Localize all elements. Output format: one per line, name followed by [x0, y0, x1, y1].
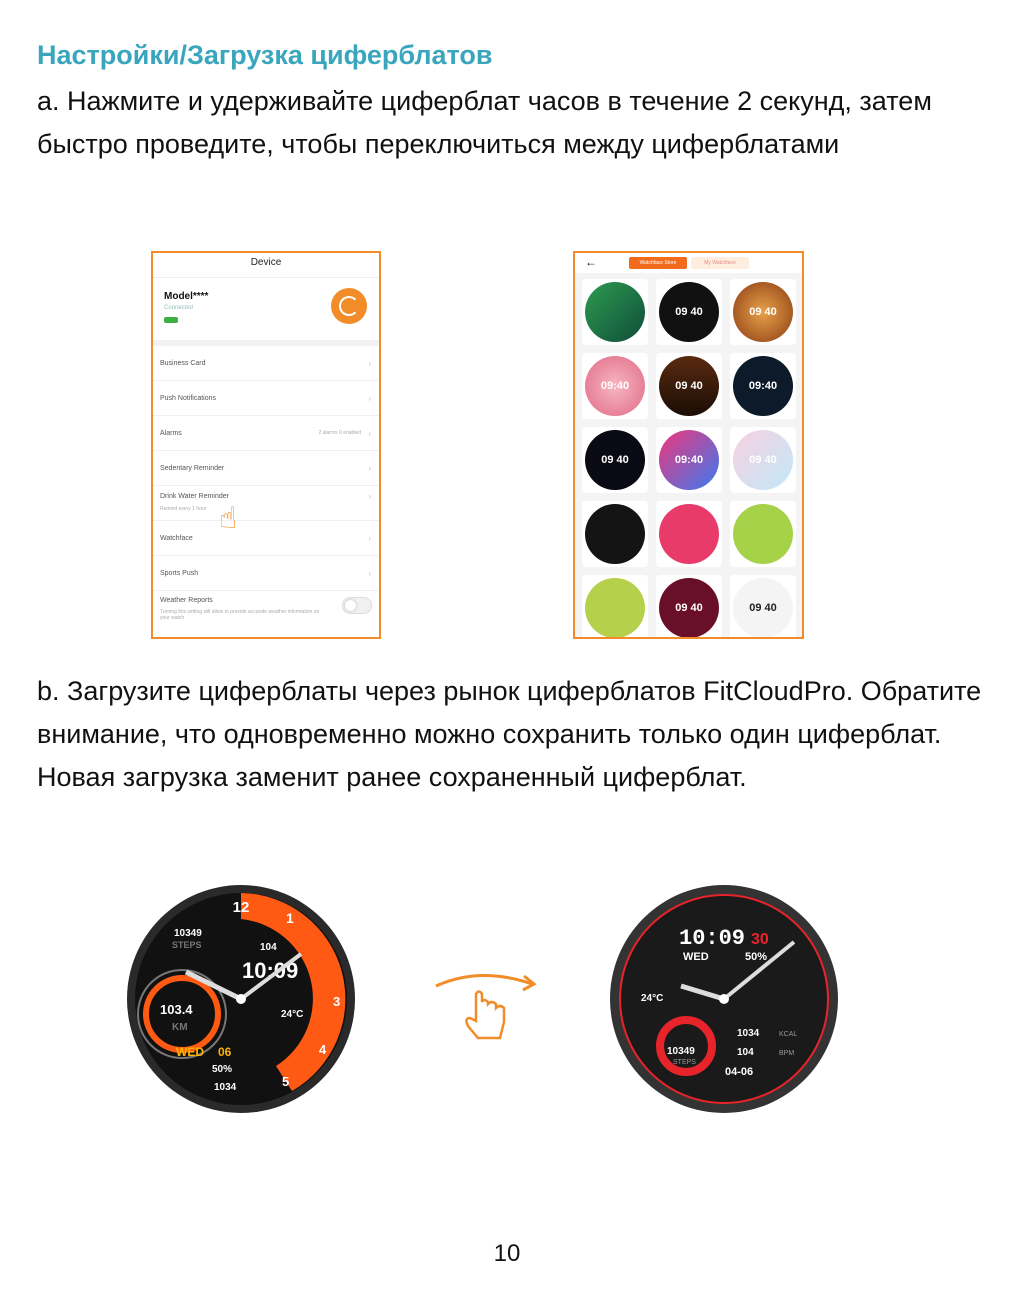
- watchface-orange: [126, 884, 356, 1114]
- watchface-thumbnail[interactable]: [582, 575, 648, 639]
- instruction-a: a. Нажмите и удерживайте циферблат часов в течение 2 секунд, затем быстро проведите, чтобы переключиться между циферблатами: [37, 86, 932, 159]
- page-heading: Настройки/Загрузка циферблатов: [37, 40, 493, 70]
- page-number: 10: [493, 1240, 521, 1267]
- watchface-preview: 09 40: [733, 430, 793, 490]
- watchface-thumbnail[interactable]: [656, 501, 722, 567]
- watchface-preview: 09 40: [733, 282, 793, 342]
- seconds: 30: [751, 931, 769, 948]
- chevron-right-icon: ›: [368, 569, 371, 578]
- date-label: 06: [218, 1045, 232, 1059]
- chevron-right-icon: ›: [368, 464, 371, 473]
- menu-item[interactable]: [153, 486, 379, 521]
- menu-label: Drink Water Reminder: [160, 493, 229, 500]
- tab-my-watchface[interactable]: My Watchface: [691, 257, 749, 269]
- watchface-thumbnail[interactable]: [656, 575, 722, 639]
- model-card[interactable]: [153, 278, 379, 346]
- watchface-preview: 09:40: [585, 356, 645, 416]
- kcal-value: 1034: [737, 1028, 760, 1039]
- watchface-thumbnail[interactable]: [730, 575, 796, 639]
- tab-watchface-store[interactable]: Watchface Store: [629, 257, 687, 269]
- watchface-thumbnail[interactable]: [656, 279, 722, 345]
- heart-value: 104: [260, 942, 277, 953]
- watchface-preview: 09 40: [659, 578, 719, 638]
- store-screen: [573, 251, 804, 639]
- menu-label: Push Notifications: [160, 395, 217, 402]
- swipe-gesture-icon: [430, 966, 540, 1046]
- ring-number: 4: [319, 1042, 327, 1057]
- ring-number: 5: [282, 1074, 290, 1089]
- kcal-value: 1034: [214, 1082, 237, 1093]
- model-name: Model****: [164, 291, 209, 302]
- menu-value: 2 alarms 0 enabled: [318, 430, 361, 436]
- battery-icon: [164, 317, 178, 323]
- menu-item[interactable]: [153, 416, 379, 451]
- watchface-preview: 09 40: [659, 356, 719, 416]
- watchface-preview: [659, 504, 719, 564]
- watch-avatar-icon: [331, 288, 367, 324]
- watchface-thumbnail[interactable]: [656, 353, 722, 419]
- connection-status: Connected: [164, 305, 194, 311]
- watchface-preview: [585, 578, 645, 638]
- chevron-right-icon: ›: [368, 492, 371, 501]
- device-screen: [151, 251, 381, 639]
- watchface-thumbnail[interactable]: [582, 427, 648, 493]
- menu-sub: Remind every 1 hour: [160, 506, 207, 512]
- watchface-thumbnail[interactable]: [582, 501, 648, 567]
- menu-item[interactable]: [153, 346, 379, 381]
- watchface-thumbnail[interactable]: [582, 279, 648, 345]
- watchface-preview: 09 40: [585, 430, 645, 490]
- menu-item[interactable]: [153, 451, 379, 486]
- day-label: WED: [176, 1045, 204, 1059]
- watchface-preview: [585, 504, 645, 564]
- menu-sub: Turning this setting will allow to provide accurate weather information on your watch: [160, 609, 320, 621]
- digital-time: 10:09: [242, 958, 299, 983]
- chevron-right-icon: ›: [368, 394, 371, 403]
- menu-item[interactable]: [153, 521, 379, 556]
- watchface-preview: [733, 504, 793, 564]
- watchface-preview: 09 40: [733, 578, 793, 638]
- ring-number: 1: [286, 910, 294, 926]
- chevron-right-icon: ›: [368, 429, 371, 438]
- watchface-red: [609, 884, 839, 1114]
- distance-unit: KM: [172, 1022, 188, 1033]
- distance-value: 103.4: [160, 1002, 193, 1017]
- menu-label: Sedentary Reminder: [160, 465, 225, 472]
- menu-weather-reports[interactable]: [153, 591, 379, 639]
- watchface-preview: [585, 282, 645, 342]
- battery-value: 50%: [212, 1064, 233, 1075]
- watchface-thumbnail[interactable]: [582, 353, 648, 419]
- watchface-thumbnail[interactable]: [730, 279, 796, 345]
- watchface-thumbnail[interactable]: [730, 427, 796, 493]
- ring-number: 3: [333, 994, 341, 1009]
- watchface-thumbnail[interactable]: [730, 353, 796, 419]
- weather-toggle[interactable]: [342, 597, 372, 614]
- watchface-preview: 09:40: [659, 430, 719, 490]
- menu-label: Sports Push: [160, 570, 199, 577]
- store-topbar: [575, 253, 802, 273]
- date-label: 04-06: [725, 1066, 754, 1078]
- device-title: Device: [153, 253, 379, 278]
- steps-label: STEPS: [172, 940, 202, 950]
- day-label: WED: [683, 951, 709, 963]
- watchface-preview: 09:40: [733, 356, 793, 416]
- watchface-thumbnail[interactable]: [730, 501, 796, 567]
- chevron-right-icon: ›: [368, 359, 371, 368]
- menu-label: Watchface: [160, 535, 193, 542]
- ring-number: 12: [232, 899, 250, 916]
- instruction-b: b. Загрузите циферблаты через рынок циферблатов FitCloudPro. Обратите внимание, что одновременно можно сохранить только один циферблат. Новая загрузка заменит ранее сохраненный циферблат.: [37, 676, 982, 792]
- temp-value: 24°C: [641, 993, 664, 1004]
- heart-label: BPM: [779, 1050, 795, 1057]
- chevron-right-icon: ›: [368, 534, 371, 543]
- digital-time: 10:09: [679, 926, 746, 951]
- menu-label: Alarms: [160, 430, 182, 437]
- watchface-preview: 09 40: [659, 282, 719, 342]
- back-arrow-icon[interactable]: ←: [585, 255, 597, 269]
- steps-label: STEPS: [673, 1059, 696, 1066]
- menu-label: Business Card: [160, 360, 206, 367]
- menu-item[interactable]: [153, 381, 379, 416]
- steps-value: 10349: [667, 1046, 695, 1057]
- menu-label: Weather Reports: [160, 597, 213, 604]
- menu-item[interactable]: [153, 556, 379, 591]
- heart-value: 104: [737, 1047, 754, 1058]
- battery-value: 50%: [745, 951, 768, 963]
- kcal-label: KCAL: [779, 1031, 798, 1038]
- tap-hand-icon: ☝: [219, 502, 238, 535]
- steps-value: 10349: [174, 928, 202, 939]
- temp-value: 24°C: [281, 1009, 304, 1020]
- watchface-thumbnail[interactable]: [656, 427, 722, 493]
